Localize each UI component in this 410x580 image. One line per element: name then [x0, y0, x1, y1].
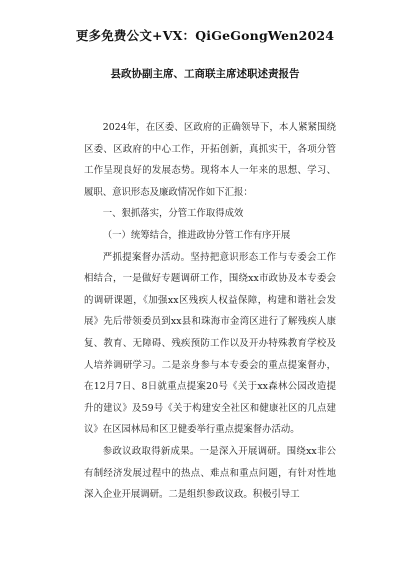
subsection-heading: （一）统筹结合，推进政协分管工作有序开展 — [102, 229, 291, 241]
document-title: 县政协副主席、工商联主席述职述责报告 — [110, 68, 300, 80]
section-heading: 一、狠抓落实，分管工作取得成效 — [102, 208, 244, 220]
watermark-text: 更多免费公文+VX：QiGeGongWen2024 — [75, 28, 335, 43]
intro-paragraph: 2024年，在区委、区政府的正确领导下，本人紧紧围绕区委、区政府的中心工作，开拓创新，真抓实干，各项分管工作呈现良好的发展态势。现将本人一年来的思想、学习、履职、意识形态及廉政情况作如下汇报： — [84, 122, 336, 198]
document-body — [84, 117, 336, 506]
body-paragraph: 参政议政取得新成果。一是深入开展调研。围绕xx非公有制经济发展过程中的热点、难点和重点问题，有针对性地深入企业开展调研。二是组织参政议政。积极引导工 — [84, 445, 336, 501]
body-paragraph: 严抓提案督办活动。坚持把意识形态工作与专委会工作相结合，一是做好专题调研工作，围绕xx市政协及本专委会的调研课题，《加强xx区残疾人权益保障，构建和谐社会发展》先后带领委员到xx县和珠海市金湾区进行了解残疾人康复、教育、无障碍、残疾预防工作以及开办特殊教育学校及人培养调研学习。二是亲身参与本专委会的重点提案督办，在12月7日、8日就重点提案20号《关于xx森林公园改造提升的建议》及59号《关于构建安全社区和健康社区的几点建议》在区园林局和区卫健委举行重点提案督办活动。 — [84, 251, 336, 436]
